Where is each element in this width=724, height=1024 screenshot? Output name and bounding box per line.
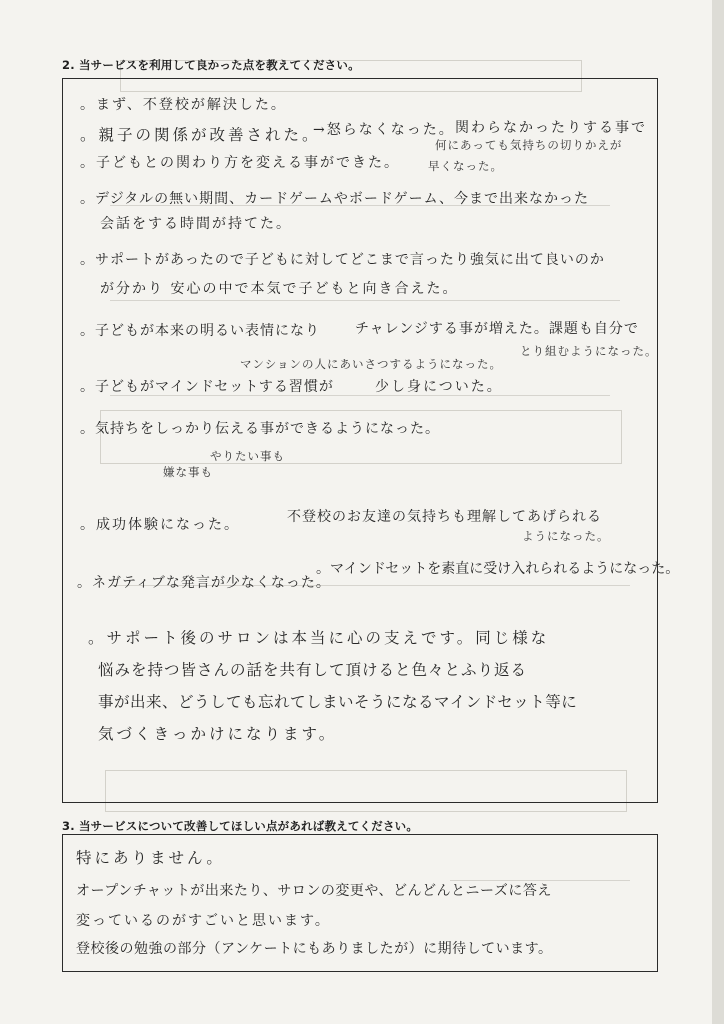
answer-line: 。まず、不登校が解決した。	[80, 97, 287, 113]
answer-line: チャレンジする事が増えた。課題も自分で	[355, 321, 639, 337]
answer-line: やりたい事も	[210, 449, 285, 463]
answer-line: が分かり 安心の中で本気で子どもと向き合えた。	[100, 281, 459, 297]
answer-line: 気づくきっかけになります。	[98, 725, 338, 743]
answer-line: 。マインドセットを素直に受け入れられるようになった。	[316, 561, 680, 577]
answer-line: 悩みを持つ皆さんの話を共有して頂けると色々とふり返る	[98, 661, 528, 679]
section-3-title: 3. 当サービスについて改善してほしい点があれば教えてください。	[62, 819, 419, 833]
answer-line: 。親子の関係が改善された。	[80, 126, 321, 144]
answer-line: ようになった。	[522, 529, 610, 543]
answer-line: 何にあっても気持ちの切りかえが	[435, 138, 623, 152]
answer-line: 変っているのがすごいと思います。	[76, 913, 331, 929]
answer-line: 。サポート後のサロンは本当に心の支えです。同じ様な	[88, 629, 550, 647]
answer-line: 。サポートがあったので子どもに対してどこまで言ったり強気に出て良いのか	[80, 252, 605, 268]
answer-line: 。子どもがマインドセットする習慣が	[80, 379, 334, 395]
answer-line: 。デジタルの無い期間、カードゲームやボードゲーム、今まで出来なかった	[80, 191, 590, 207]
answer-line: オープンチャットが出来たり、サロンの変更や、どんどんとニーズに答え	[76, 883, 552, 899]
answer-line: 不登校のお友達の気持ちも理解してあげられる	[287, 509, 602, 525]
answer-line: 。ネガティブな発言が少なくなった。	[77, 575, 331, 591]
answer-line: マンションの人にあいさつするようになった。	[240, 357, 502, 371]
section-2-title: 2. 当サービスを利用して良かった点を教えてください。	[62, 58, 360, 72]
answer-line: 登校後の勉強の部分（アンケートにもありましたが）に期待しています。	[76, 941, 553, 957]
answer-line: 早くなった。	[428, 159, 503, 173]
answer-line: とり組むようになった。	[520, 344, 658, 358]
answer-line: 会話をする時間が持てた。	[100, 216, 292, 232]
answer-line: 。子どもとの関わり方を変える事ができた。	[80, 155, 400, 171]
answer-line: 少し身についた。	[375, 379, 503, 395]
answer-line: →怒らなくなった。	[313, 122, 455, 138]
answer-line: 関わらなかったりする事で	[455, 120, 647, 136]
answer-line: 。気持ちをしっかり伝える事ができるようになった。	[80, 421, 440, 437]
answer-line: 。子どもが本来の明るい表情になり	[80, 323, 320, 339]
page-edge-shadow	[712, 0, 724, 1024]
answer-line: 。成功体験になった。	[80, 517, 240, 533]
answer-line: 嫌な事も	[163, 465, 213, 479]
answer-line: 特にありません。	[76, 849, 225, 867]
answer-line: 事が出来、どうしても忘れてしまいそうになるマインドセット等に	[98, 693, 578, 711]
